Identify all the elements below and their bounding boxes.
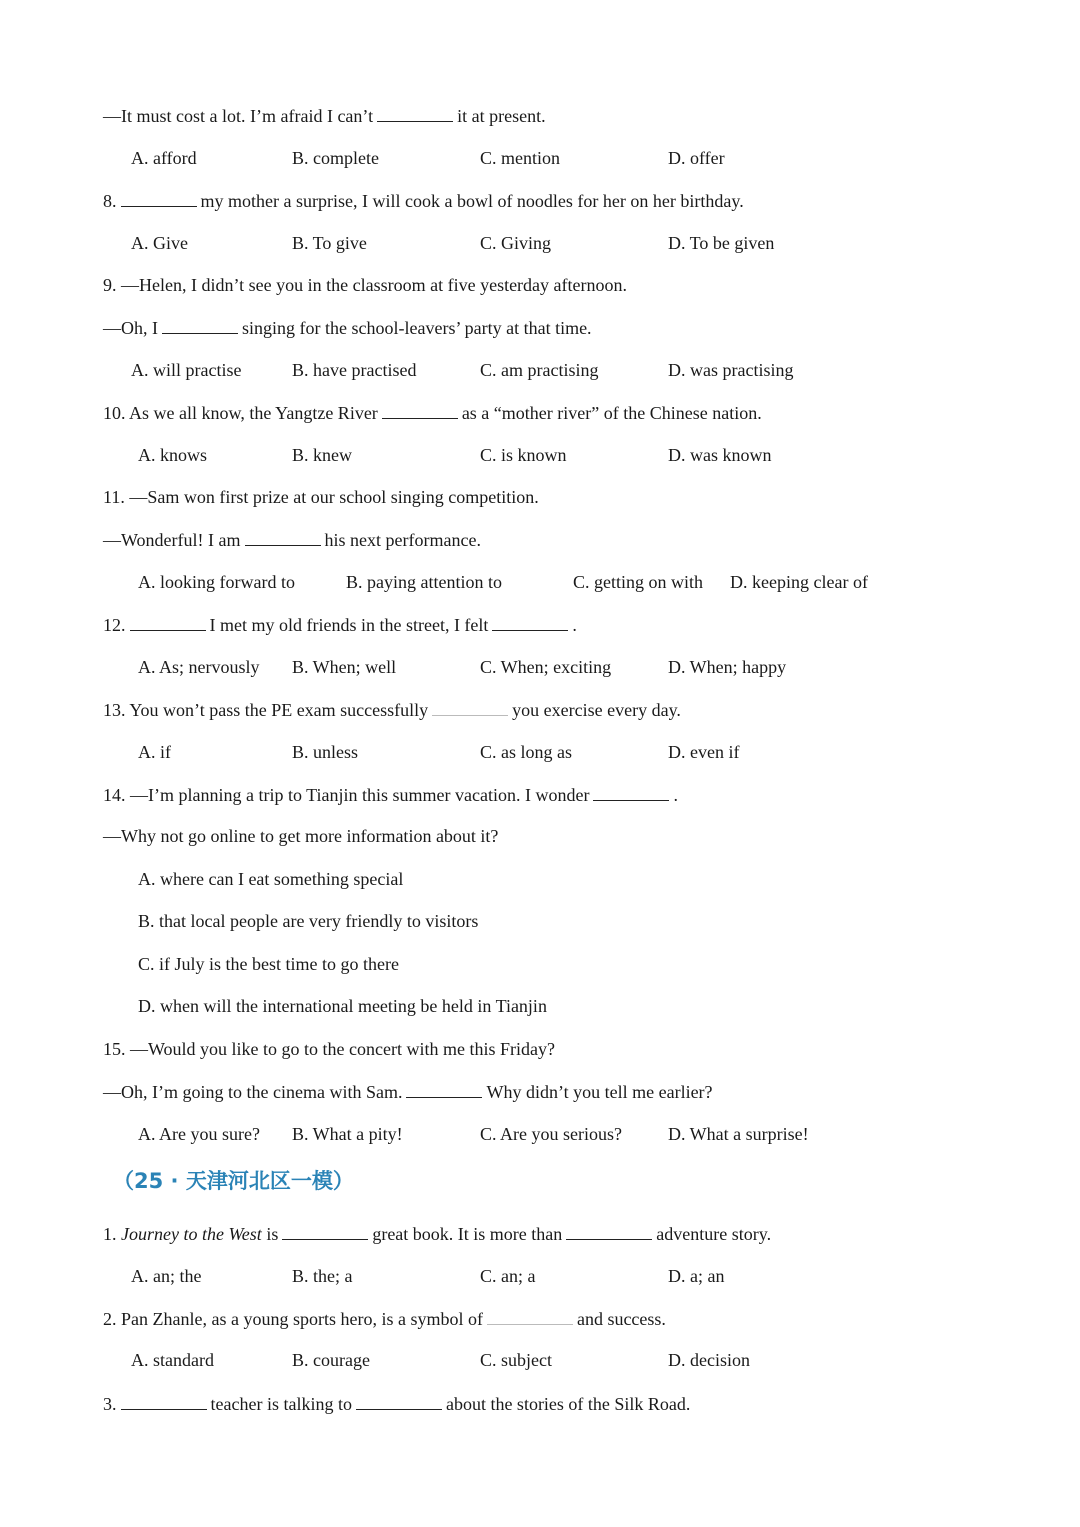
q9-line1: 9. —Helen, I didn’t see you in the classroom at five yesterday afternoon. [103,275,628,295]
option-b[interactable]: B. When; well [292,657,397,677]
option-c[interactable]: C. as long as [480,742,572,762]
answer-blank[interactable] [162,318,238,334]
option-b[interactable]: B. the; a [292,1266,353,1286]
option-c[interactable]: C. Are you serious? [480,1124,622,1144]
option-c[interactable]: C. is known [480,445,567,465]
q11-line2: —Wonderful! I am his next performance. [103,530,481,550]
answer-blank[interactable] [356,1394,442,1410]
option-a[interactable]: A. if [138,742,171,762]
option-d[interactable]: D. What a surprise! [668,1124,809,1144]
option-d[interactable]: D. offer [668,148,725,168]
q9-line2: —Oh, I singing for the school-leavers’ party at that time. [103,318,592,338]
option-a[interactable]: A. where can I eat something special [138,869,404,889]
answer-blank[interactable] [492,615,568,631]
q14-line2: —Why not go online to get more information about it? [103,826,499,846]
option-d[interactable]: D. When; happy [668,657,787,677]
option-a[interactable]: A. will practise [131,360,242,380]
option-d[interactable]: D. keeping clear of [730,572,868,592]
option-d[interactable]: D. a; an [668,1266,725,1286]
option-a[interactable]: A. an; the [131,1266,202,1286]
option-b[interactable]: B. complete [292,148,379,168]
option-a[interactable]: A. afford [131,148,197,168]
answer-blank[interactable] [130,615,206,631]
option-a[interactable]: A. As; nervously [138,657,260,677]
option-d[interactable]: D. decision [668,1350,750,1370]
option-c[interactable]: C. am practising [480,360,599,380]
option-b[interactable]: B. knew [292,445,352,465]
q14-line1: 14. —I’m planning a trip to Tianjin this summer vacation. I wonder . [103,785,678,805]
option-d[interactable]: D. was known [668,445,772,465]
answer-blank[interactable] [377,106,453,122]
option-c[interactable]: C. mention [480,148,560,168]
answer-blank[interactable] [566,1224,652,1240]
option-c[interactable]: C. Giving [480,233,552,253]
option-b[interactable]: B. courage [292,1350,370,1370]
answer-blank[interactable] [282,1224,368,1240]
option-b[interactable]: B. have practised [292,360,417,380]
option-a[interactable]: A. knows [138,445,208,465]
option-b[interactable]: B. that local people are very friendly to visitors [138,911,479,931]
answer-blank[interactable] [245,530,321,546]
option-c[interactable]: C. getting on with [573,572,703,592]
answer-blank[interactable] [593,785,669,801]
s3-stem: 3. teacher is talking to about the stories of the Silk Road. [103,1394,691,1414]
option-a[interactable]: A. Are you sure? [138,1124,260,1144]
option-a[interactable]: A. standard [131,1350,214,1370]
section-heading: （25 · 天津河北区一模） [113,1169,354,1193]
option-d[interactable]: D. To be given [668,233,775,253]
option-c[interactable]: C. When; exciting [480,657,612,677]
option-b[interactable]: B. paying attention to [346,572,502,592]
option-d[interactable]: D. was practising [668,360,794,380]
q11-line1: 11. —Sam won first prize at our school singing competition. [103,487,539,507]
answer-blank[interactable] [487,1309,573,1325]
s1-stem: 1. Journey to the West is great book. It is more than adventure story. [103,1224,772,1244]
q15-line2: —Oh, I’m going to the cinema with Sam. Why didn’t you tell me earlier? [103,1082,713,1102]
option-d[interactable]: D. even if [668,742,740,762]
option-b[interactable]: B. unless [292,742,359,762]
q15-line1: 15. —Would you like to go to the concert with me this Friday? [103,1039,555,1059]
q10-stem: 10. As we all know, the Yangtze River as a “mother river” of the Chinese nation. [103,403,762,423]
q8-stem: 8. my mother a surprise, I will cook a bowl of noodles for her on her birthday. [103,191,744,211]
option-c[interactable]: C. subject [480,1350,552,1370]
q12-stem: 12. I met my old friends in the street, I felt . [103,615,577,635]
answer-blank[interactable] [121,191,197,207]
answer-blank[interactable] [406,1082,482,1098]
option-a[interactable]: A. Give [131,233,188,253]
answer-blank[interactable] [432,700,508,716]
q7-stem: —It must cost a lot. I’m afraid I can’t it at present. [103,106,546,126]
s2-stem: 2. Pan Zhanle, as a young sports hero, is a symbol of and success. [103,1309,666,1329]
q13-stem: 13. You won’t pass the PE exam successfully you exercise every day. [103,700,681,720]
option-c[interactable]: C. if July is the best time to go there [138,954,399,974]
option-b[interactable]: B. To give [292,233,367,253]
option-d[interactable]: D. when will the international meeting be held in Tianjin [138,996,547,1016]
book-title: Journey to the West [121,1224,262,1244]
answer-blank[interactable] [121,1394,207,1410]
option-c[interactable]: C. an; a [480,1266,536,1286]
option-b[interactable]: B. What a pity! [292,1124,403,1144]
option-a[interactable]: A. looking forward to [138,572,295,592]
answer-blank[interactable] [382,403,458,419]
